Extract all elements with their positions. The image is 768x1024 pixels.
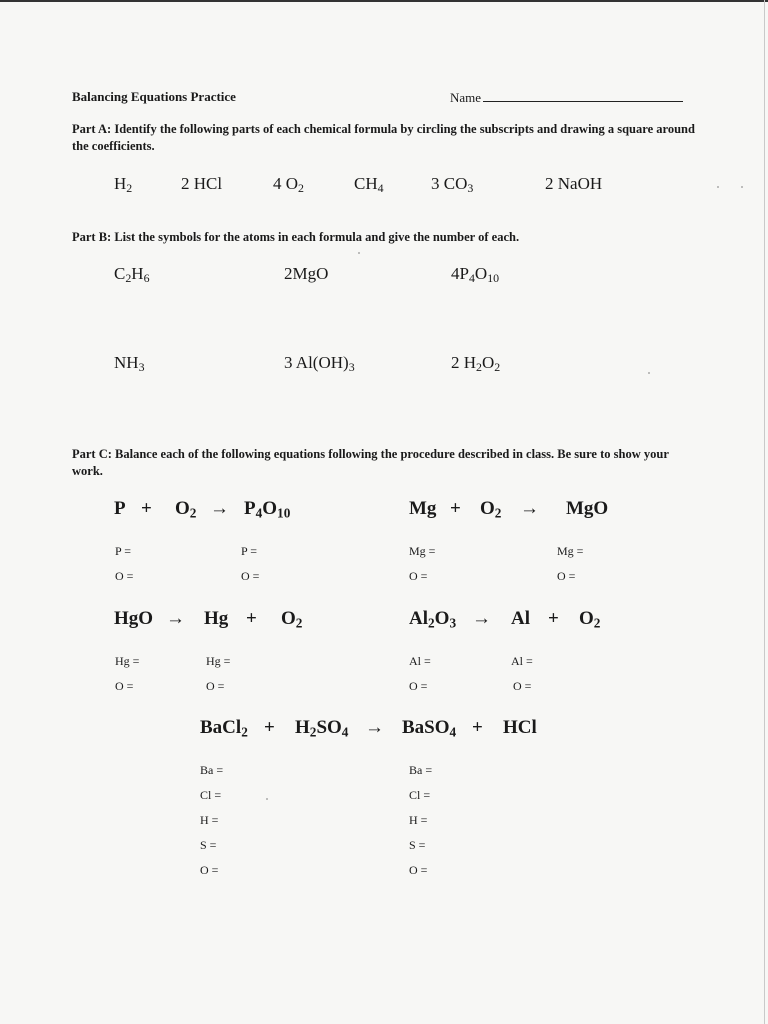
part-b-formula-2: 2MgO <box>284 264 329 283</box>
equation-5-reactant-1: BaCl$_2$ <box>200 717 248 740</box>
eq1-left-count-2: O = <box>115 569 134 583</box>
part-b-formula-3: $4P_4O_{10}$ <box>451 264 500 285</box>
equation-4-product-1: Al <box>511 608 530 629</box>
scan-speck <box>648 372 650 374</box>
equation-1-plus: + <box>141 498 152 519</box>
part-a-formula-6: 2 NaOH <box>545 174 603 193</box>
equation-3-product-1: Hg <box>204 608 229 629</box>
equation-5-reactant-2: $H_2SO_4$ <box>295 717 349 740</box>
eq4-right-count-2: O = <box>513 679 532 693</box>
equation-3-arrow: → <box>166 608 185 629</box>
equation-3-plus: + <box>246 608 257 629</box>
equation-2-reactant-1: Mg <box>409 498 437 519</box>
scan-speck <box>358 252 360 254</box>
part-a-formula-1: $H_2$ <box>114 174 133 195</box>
equation-4-reactant: $Al_2O_3$ <box>409 608 457 631</box>
part-b-instruction: Part B: List the symbols for the atoms in each formula and give the number of each. <box>72 230 520 244</box>
part-a-formula-4: $CH_4$ <box>354 174 384 195</box>
scan-speck <box>741 186 743 188</box>
part-b-formula-6: 2 $H_2O_2$ <box>451 353 501 374</box>
part-a-formula-3: 4 $O_2$ <box>273 174 304 195</box>
equation-3-reactant: HgO <box>114 608 154 629</box>
eq2-right-count-1: Mg = <box>557 544 584 558</box>
name-label: Name <box>450 90 482 105</box>
eq3-left-count-1: Hg = <box>115 654 140 668</box>
equation-5-product-1: BaSO$_4$ <box>402 717 457 740</box>
eq5-left-count-4: S = <box>200 838 217 852</box>
eq1-right-count-2: O = <box>241 569 260 583</box>
eq1-right-count-1: P = <box>241 544 257 558</box>
eq5-left-count-5: O = <box>200 863 219 877</box>
eq1-left-count-1: P = <box>115 544 131 558</box>
part-c-instruction: Part C: Balance each of the following equations following the procedure described in class. Be sure to show your work. <box>72 447 669 478</box>
top-border <box>0 0 768 2</box>
eq5-left-count-2: Cl = <box>200 788 222 802</box>
equation-1-reactant-2: $O_2$ <box>175 498 197 521</box>
eq3-right-count-1: Hg = <box>206 654 231 668</box>
eq5-right-count-5: O = <box>409 863 428 877</box>
eq4-right-count-1: Al = <box>511 654 533 668</box>
eq5-right-count-3: H = <box>409 813 428 827</box>
equation-4-plus: + <box>548 608 559 629</box>
part-a-formula-2: 2 HCl <box>181 174 223 193</box>
name-blank-line[interactable] <box>483 89 683 102</box>
equation-5-arrow: → <box>365 717 384 738</box>
part-a-formula-5: 3 $CO_3$ <box>431 174 474 195</box>
equation-4-product-2: $O_2$ <box>579 608 601 631</box>
eq4-left-count-1: Al = <box>409 654 431 668</box>
eq5-right-count-2: Cl = <box>409 788 431 802</box>
eq3-left-count-2: O = <box>115 679 134 693</box>
equation-5-plus-1: + <box>264 717 275 738</box>
eq5-right-count-4: S = <box>409 838 426 852</box>
equation-2-reactant-2: $O_2$ <box>480 498 502 521</box>
eq2-right-count-2: O = <box>557 569 576 583</box>
right-edge <box>764 0 765 1024</box>
eq5-right-count-1: Ba = <box>409 763 433 777</box>
equation-2-arrow: → <box>520 498 539 519</box>
equation-4-arrow: → <box>472 608 491 629</box>
eq4-left-count-2: O = <box>409 679 428 693</box>
equation-2-plus: + <box>450 498 461 519</box>
equation-5-plus-2: + <box>472 717 483 738</box>
scan-speck <box>266 798 268 800</box>
equation-2-product: MgO <box>566 498 609 519</box>
part-a-instruction: Part A: Identify the following parts of each chemical formula by circling the subscripts and drawing a square around the coefficients. <box>72 122 695 153</box>
scan-speck <box>717 186 719 188</box>
eq5-left-count-1: Ba = <box>200 763 224 777</box>
name-field[interactable] <box>450 89 683 106</box>
equation-5-product-2: HCl <box>503 717 537 738</box>
equation-1-reactant-1: P <box>114 498 126 519</box>
part-b-formula-4: $NH_3$ <box>114 353 145 374</box>
eq3-right-count-2: O = <box>206 679 225 693</box>
part-b-formula-5: 3 $Al(OH)_3$ <box>284 353 355 374</box>
equation-1-arrow: → <box>210 498 229 519</box>
eq5-left-count-3: H = <box>200 813 219 827</box>
eq2-left-count-1: Mg = <box>409 544 436 558</box>
worksheet-title: Balancing Equations Practice <box>72 89 236 104</box>
eq2-left-count-2: O = <box>409 569 428 583</box>
part-b-formula-1: $C_2H_6$ <box>114 264 150 285</box>
equation-3-product-2: $O_2$ <box>281 608 303 631</box>
equation-1-product: $P_4O_{10}$ <box>244 498 291 521</box>
